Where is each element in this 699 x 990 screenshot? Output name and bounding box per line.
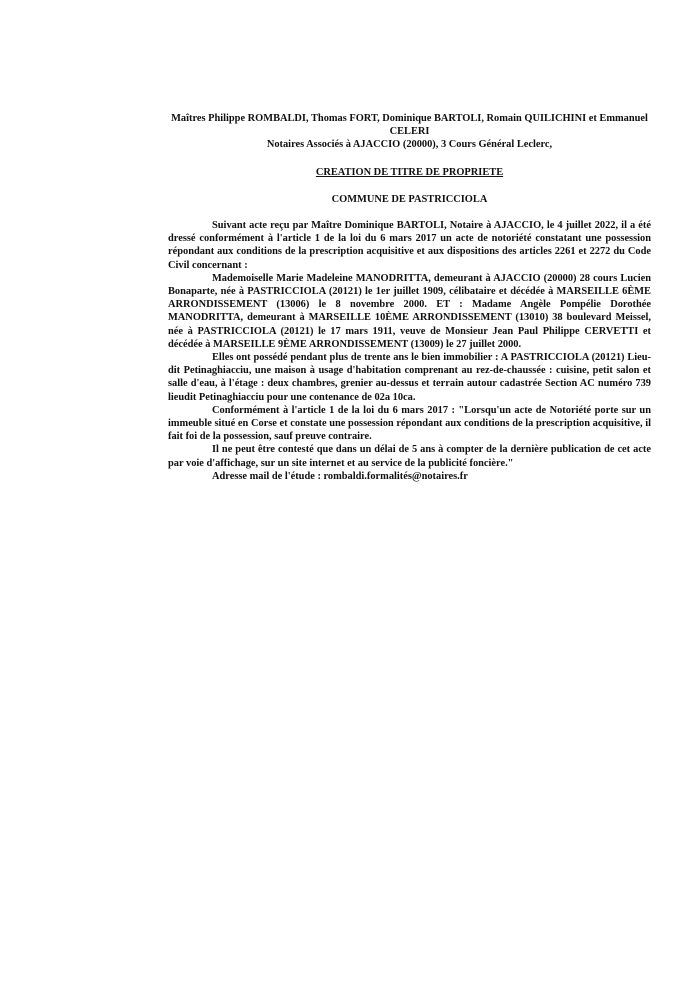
paragraph-law-quote: Conformément à l'article 1 de la loi du 6 mars 2017 : "Lorsqu'un acte de Notoriété porte sur un immeuble situé en Corse et constate une possession répondant aux conditions de la prescription acquisitive, il fait foi de la possession, sauf preuve contraire. [168, 404, 651, 443]
notary-address: Notaires Associés à AJACCIO (20000), 3 Cours Général Leclerc, [266, 139, 553, 151]
paragraph-email: Adresse mail de l'étude : rombaldi.formalités@notaires.fr [212, 470, 468, 482]
notary-names: Maîtres Philippe ROMBALDI, Thomas FORT, Dominique BARTOLI, Romain QUILICHINI et Emmanuel CELERI [171, 113, 648, 138]
paragraph-property: Elles ont possédé pendant plus de trente ans le bien immobilier : A PASTRICCIOLA (20121) Lieu-dit Petinaghiacciu, une maison à usage d'habitation comprenant au rez-de-chaussée : cuisine, petit salon et salle d'eau, à l'étage : deux chambres, grenier au-dessus et terrain autour cadastrée Section AC numéro 739 lieudit Petinaghiacciu pour une contenance de 02a 10ca. [168, 352, 651, 403]
notary-header [168, 112, 651, 152]
notice-document [168, 112, 651, 483]
paragraph-contest-delay: Il ne peut être contesté que dans un délai de 5 ans à compter de la dernière publication de cet acte par voie d'affichage, sur un site internet et au service de la publicité foncière." [168, 444, 651, 469]
document-body [168, 219, 651, 483]
paragraph-persons: Mademoiselle Marie Madeleine MANODRITTA, demeurant à AJACCIO (20000) 28 cours Lucien Bonaparte, née à PASTRICCIOLA (20121) le 1er juillet 1909, célibataire et décédée à MARSEILLE 6ÈME ARRONDISSEMENT (13006) le 8 novembre 2000. ET : Madame Angèle Pompélie Dorothée MANODRITTA, demeurant à MARSEILLE 10ÈME ARRONDISSEMENT (13010) 38 boulevard Meissel, née à PASTRICCIOLA (20121) le 17 mars 1911, veuve de Monsieur Jean Paul Philippe CERVETTI et décédée à MARSEILLE 9ÈME ARRONDISSEMENT (13009) le 27 juillet 2000. [168, 272, 651, 350]
document-title: CREATION DE TITRE DE PROPRIETE [315, 166, 504, 178]
paragraph-deed: Suivant acte reçu par Maître Dominique BARTOLI, Notaire à AJACCIO, le 4 juillet 2022, il a été dressé conformément à l'article 1 de la loi du 6 mars 2017 un acte de notoriété constatant une possession répondant aux conditions de la prescription acquisitive et aux dispositions des articles 2261 et 2272 du Code Civil concernant : [168, 220, 651, 271]
commune-heading: COMMUNE DE PASTRICCIOLA [331, 193, 488, 205]
